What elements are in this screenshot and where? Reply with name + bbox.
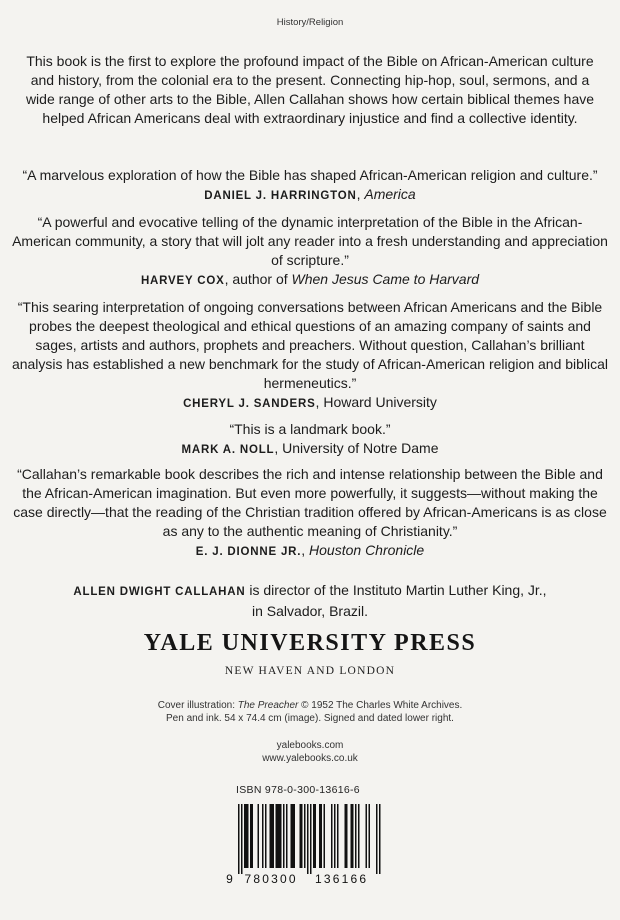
review-quote bbox=[10, 213, 610, 291]
reviewer-name: E. J. DIONNE JR. bbox=[195, 546, 302, 558]
author-bio-line bbox=[10, 581, 610, 602]
attribution-separator: , bbox=[315, 394, 324, 410]
barcode-bar bbox=[307, 804, 309, 874]
review-quote bbox=[10, 298, 610, 414]
category-label: History/Religion bbox=[276, 17, 344, 28]
book-description: This book is the first to explore the profound impact of the Bible on African-American culture and history, from the colonial era to the present. Connecting hip-hop, soul, sermons, and a wide range of other arts to the Bible, Allen Callahan shows how certain biblical themes have helped African Americans deal with extraordinary injustice and find a collective identity. bbox=[25, 53, 595, 126]
quote-attribution bbox=[10, 185, 610, 206]
barcode-bar bbox=[331, 804, 333, 868]
credit-prefix: Cover illustration: bbox=[157, 700, 238, 711]
reviewer-affiliation: University of Notre Dame bbox=[282, 440, 439, 456]
author-bio bbox=[10, 581, 610, 621]
reviewer-affiliation: Houston Chronicle bbox=[309, 542, 425, 558]
attribution-separator: , bbox=[301, 542, 310, 558]
quote-text: “A powerful and evocative telling of the dynamic interpretation of the Bible in the African-American community, a story that will jolt any reader into a fresh understanding and appreciation of scripture.” bbox=[12, 214, 608, 268]
barcode-bar bbox=[310, 804, 312, 874]
barcode-bar bbox=[315, 804, 317, 868]
barcode-bar bbox=[271, 804, 273, 868]
barcode-bar bbox=[304, 804, 306, 868]
review-quote bbox=[10, 465, 610, 562]
reviewer-affiliation: When Jesus Came to Harvard bbox=[291, 271, 480, 287]
credit-rest: © 1952 The Charles White Archives. bbox=[298, 700, 463, 711]
barcode-bar bbox=[301, 804, 303, 868]
barcode-bar bbox=[319, 804, 321, 868]
barcode-bar bbox=[252, 804, 254, 868]
quote-attribution bbox=[10, 439, 610, 460]
quote-attribution bbox=[10, 270, 610, 291]
barcode-digits: 136166 bbox=[315, 872, 369, 886]
barcode-bar bbox=[321, 804, 323, 868]
barcode-bar bbox=[292, 804, 294, 868]
review-quote bbox=[10, 166, 610, 206]
barcode-bar bbox=[277, 804, 279, 868]
reviewer-name: CHERYL J. SANDERS bbox=[183, 398, 316, 410]
publisher-location: NEW HAVEN AND LONDON bbox=[224, 665, 396, 677]
barcode-bar bbox=[294, 804, 296, 868]
quote-text: “A marvelous exploration of how the Bible has shaped African-American religion and culture.” bbox=[22, 167, 598, 183]
cover-credit-line bbox=[0, 699, 620, 712]
reviewer-affiliation: Howard University bbox=[323, 394, 437, 410]
barcode-bar bbox=[366, 804, 368, 868]
reviewer-name: MARK A. NOLL bbox=[181, 444, 275, 456]
reviewer-name: DANIEL J. HARRINGTON bbox=[204, 190, 357, 202]
barcode-bar bbox=[376, 804, 378, 874]
barcode-bar bbox=[273, 804, 275, 868]
barcode-bar bbox=[283, 804, 285, 868]
barcode-bar bbox=[265, 804, 267, 868]
barcode-bar bbox=[324, 804, 326, 868]
barcode-bar bbox=[241, 804, 243, 874]
barcode-bar bbox=[291, 804, 293, 868]
barcode-bar bbox=[244, 804, 246, 868]
attribution-separator: , bbox=[356, 186, 365, 202]
barcode-bar bbox=[379, 804, 381, 874]
barcode-bar bbox=[270, 804, 272, 868]
quote-text: “This is a landmark book.” bbox=[229, 421, 391, 437]
quote-text: “This searing interpretation of ongoing conversations between African Americans and the Bible probes the deepest theological and ethical questions of an amazing company of saints and sages, artists and authors, prophets and preachers. Without question, Callahan’s brilliant analysis has established a new benchmark for the study of African-American religion and biblical hermeneutics.” bbox=[11, 299, 609, 391]
quote-text: “Callahan’s remarkable book describes the rich and intense relationship between the Bible and the African-American imagination. But even more powerfully, it suggests—without making the case directly—that the reading of the Christian tradition offered by African-Americans is as close as any to the authentic meaning of Christianity.” bbox=[13, 466, 607, 539]
barcode-bar bbox=[280, 804, 282, 868]
barcode-bar bbox=[337, 804, 339, 868]
author-bio-text: is director of the Instituto Martin Luther King, Jr., bbox=[245, 582, 547, 598]
barcode-bar bbox=[250, 804, 252, 868]
author-bio-line: in Salvador, Brazil. bbox=[252, 603, 368, 619]
barcode-graphic bbox=[224, 802, 389, 886]
barcode-bar bbox=[246, 804, 248, 868]
barcode-bar bbox=[346, 804, 348, 868]
barcode-bar bbox=[300, 804, 302, 868]
website-list bbox=[0, 739, 620, 765]
cover-credit-line: Pen and ink. 54 x 74.4 cm (image). Signed and dated lower right. bbox=[166, 713, 454, 724]
review-quote bbox=[10, 420, 610, 460]
reviewer-affiliation: America bbox=[364, 186, 416, 202]
attribution-separator: , bbox=[274, 440, 283, 456]
quote-attribution bbox=[10, 541, 610, 562]
barcode-bar bbox=[279, 804, 281, 868]
cover-credit bbox=[0, 699, 620, 725]
isbn-label: ISBN 978-0-300-13616-6 bbox=[236, 784, 360, 796]
barcode-bar bbox=[334, 804, 336, 868]
isbn-barcode bbox=[224, 802, 389, 886]
barcode-bar bbox=[262, 804, 264, 868]
barcode-bar bbox=[358, 804, 360, 868]
attribution-separator: , author of bbox=[224, 271, 292, 287]
artwork-title: The Preacher bbox=[237, 700, 299, 711]
reviewer-name: HARVEY COX bbox=[140, 275, 225, 287]
barcode-bar bbox=[351, 804, 353, 868]
barcode-digits: 780300 bbox=[244, 872, 298, 886]
barcode-bar bbox=[238, 804, 240, 874]
barcode-bar bbox=[313, 804, 315, 868]
barcode-bar bbox=[258, 804, 260, 868]
barcode-digits: 9 bbox=[226, 872, 235, 886]
quote-attribution bbox=[10, 393, 610, 414]
author-name: ALLEN DWIGHT CALLAHAN bbox=[73, 586, 246, 598]
barcode-bar bbox=[345, 804, 347, 868]
barcode-bar bbox=[276, 804, 278, 868]
barcode-bar bbox=[247, 804, 249, 868]
barcode-bar bbox=[355, 804, 357, 868]
website-link[interactable]: yalebooks.com bbox=[276, 740, 344, 751]
barcode-bar bbox=[369, 804, 371, 868]
publisher-name: YALE UNIVERSITY PRESS bbox=[143, 630, 477, 656]
website-link[interactable]: www.yalebooks.co.uk bbox=[262, 753, 358, 764]
barcode-bar bbox=[352, 804, 354, 868]
barcode-bar bbox=[286, 804, 288, 868]
